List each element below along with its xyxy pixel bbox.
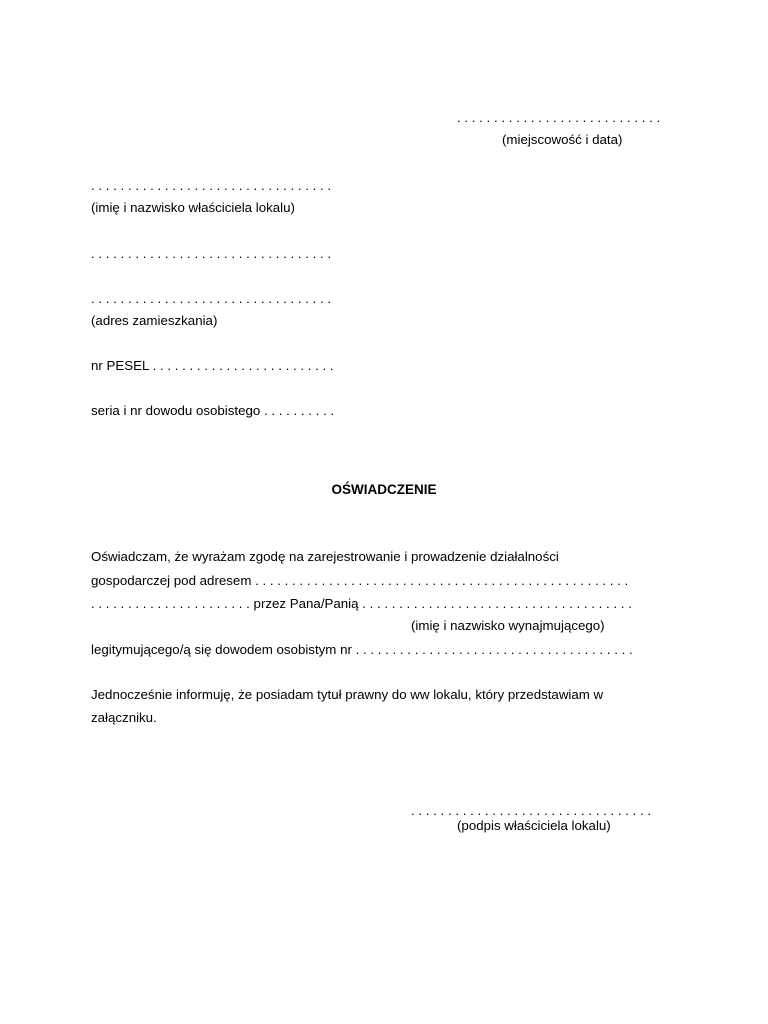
body-line-5: Jednocześnie informuję, że posiadam tytuł prawny do ww lokalu, który przedstawiam w	[91, 687, 604, 702]
owner-name-dots: . . . . . . . . . . . . . . . . . . . . . . . . . . . . . . . . .	[91, 178, 332, 193]
body-line-6: załączniku.	[91, 710, 157, 725]
tenant-name-label: (imię i nazwisko wynajmującego)	[411, 618, 605, 633]
id-card-line: seria i nr dowodu osobistego . . . . . . . . . .	[91, 403, 335, 418]
pesel-line: nr PESEL . . . . . . . . . . . . . . . . . . . . . . . . .	[91, 358, 334, 373]
body-line-1: Oświadczam, że wyrażam zgodę na zarejestrowanie i prowadzenie działalności	[91, 549, 559, 564]
owner-name-label: (imię i nazwisko właściciela lokalu)	[91, 200, 295, 215]
address-dots-line-2: . . . . . . . . . . . . . . . . . . . . . . . . . . . . . . . . .	[91, 291, 332, 306]
place-date-label: (miejscowość i data)	[502, 132, 623, 147]
place-date-dots: . . . . . . . . . . . . . . . . . . . . . . . . . . . .	[457, 110, 661, 125]
body-line-3-tenant: . . . . . . . . . . . . . . . . . . . . . . przez Pana/Panią . . . . . . . . . . . . . . . . . . . . . . . . . . . . . . . . . . . . .	[91, 596, 632, 611]
address-dots-line-1: . . . . . . . . . . . . . . . . . . . . . . . . . . . . . . . . .	[91, 246, 332, 261]
address-label: (adres zamieszkania)	[91, 313, 218, 328]
document-title: OŚWIADCZENIE	[331, 482, 437, 497]
body-line-4-id: legitymującego/ą się dowodem osobistym nr . . . . . . . . . . . . . . . . . . . . . . . . . . . . . . . . . . . . . .	[91, 642, 633, 657]
signature-label: (podpis właściciela lokalu)	[457, 818, 611, 833]
body-line-2-address: gospodarczej pod adresem . . . . . . . . . . . . . . . . . . . . . . . . . . . . . . . . . . . . . . . . . . . . . . . . . . .	[91, 573, 629, 588]
signature-dots: . . . . . . . . . . . . . . . . . . . . . . . . . . . . . . . . .	[411, 803, 652, 818]
